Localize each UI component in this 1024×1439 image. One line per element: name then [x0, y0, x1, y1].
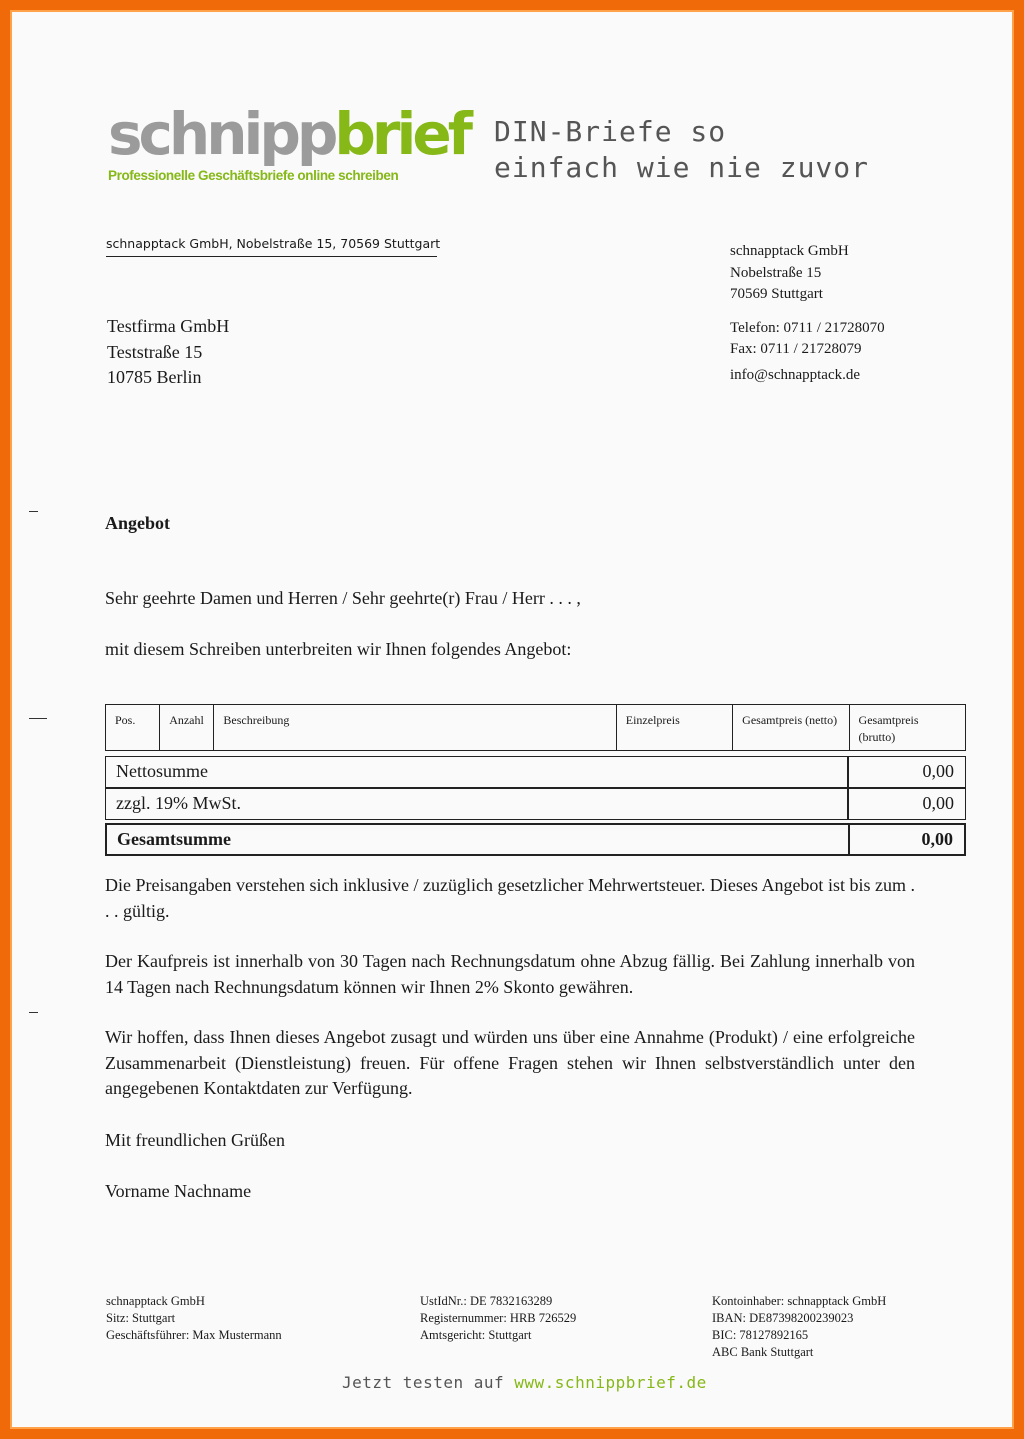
footer-vat-id: UstIdNr.: DE 7832163289 — [420, 1294, 553, 1308]
col-header-description: Beschreibung — [214, 705, 616, 751]
price-note: Die Preisangaben verstehen sich inklusive / zuzüglich gesetzlicher Mehrwertsteuer. Dieses Angebot ist bis zum . . . gültig. — [105, 875, 915, 921]
footer-ceo: Geschäftsführer: Max Mustermann — [106, 1328, 282, 1342]
fold-mark-top — [29, 511, 38, 512]
punch-mark — [29, 718, 47, 719]
intro-text: mit diesem Schreiben unterbreiten wir Ihnen folgendes Angebot: — [105, 639, 572, 659]
call-to-action — [342, 1373, 707, 1392]
vat-label: zzgl. 19% MwSt. — [116, 793, 241, 813]
vat-row — [105, 788, 966, 820]
recipient-address — [107, 314, 229, 391]
logo-tagline: Professionelle Geschäftsbriefe online schreiben — [108, 168, 399, 183]
net-sum-row — [105, 756, 966, 788]
col-header-pos: Pos. — [106, 705, 160, 751]
cta-link[interactable]: www.schnippbrief.de — [514, 1373, 707, 1392]
total-label: Gesamtsumme — [117, 829, 231, 849]
footer-seat: Sitz: Stuttgart — [106, 1311, 176, 1325]
col-header-total-gross: Gesamtpreis (brutto) — [849, 705, 965, 751]
col-header-unit-price: Einzelpreis — [616, 705, 732, 751]
signature-name: Vorname Nachname — [105, 1181, 252, 1201]
footer-bic: BIC: 78127892165 — [712, 1328, 809, 1342]
payment-terms: Der Kaufpreis ist innerhalb von 30 Tagen nach Rechnungsdatum ohne Abzug fällig. Bei Zahlung innerhalb von 14 Tagen nach Rechnungsdatum können wir Ihnen 2% Skonto gewähren. — [105, 951, 915, 997]
col-header-total-net: Gesamtpreis (netto) — [733, 705, 849, 751]
total-value: 0,00 — [921, 829, 953, 849]
contact-city: 70569 Stuttgart — [730, 286, 823, 302]
sender-contact-block — [730, 241, 885, 386]
footer-account-holder: Kontoinhaber: schnapptack GmbH — [712, 1294, 887, 1308]
items-table — [105, 704, 966, 751]
contact-fax: Fax: 0711 / 21728079 — [730, 341, 862, 357]
closing-greeting: Mit freundlichen Grüßen — [105, 1130, 285, 1150]
footer-registry — [420, 1293, 576, 1344]
table-header-row — [106, 705, 966, 751]
col-header-quantity: Anzahl — [160, 705, 214, 751]
footer-court: Amtsgericht: Stuttgart — [420, 1328, 532, 1342]
footer-bank — [712, 1293, 886, 1361]
salutation: Sehr geehrte Damen und Herren / Sehr geehrte(r) Frau / Herr . . . , — [105, 588, 581, 608]
cta-text: Jetzt testen auf — [342, 1373, 515, 1392]
footer-register-number: Registernummer: HRB 726529 — [420, 1311, 577, 1325]
footer-bank-name: ABC Bank Stuttgart — [712, 1345, 814, 1359]
footer-iban: IBAN: DE87398200239023 — [712, 1311, 854, 1325]
letter-page — [12, 12, 1012, 1427]
logo — [108, 102, 469, 183]
sender-return-address: schnapptack GmbH, Nobelstraße 15, 70569 Stuttgart — [106, 236, 437, 257]
vat-value: 0,00 — [922, 793, 954, 813]
net-sum-label: Nettosumme — [116, 761, 208, 781]
recipient-city: 10785 Berlin — [107, 367, 202, 387]
logo-word-green: brief — [334, 100, 469, 168]
recipient-street: Teststraße 15 — [107, 341, 203, 362]
closing-paragraph: Wir hoffen, dass Ihnen dieses Angebot zusagt und würden uns über eine Annahme (Produkt) / eine erfolgreiche Zusammenarbeit (Dienstleistung) freuen. Für offene Fragen stehen wir Ihnen selbstverständlich unter den angegebenen Kontaktdaten zur Verfügung. — [105, 1027, 915, 1098]
slogan-line-2: einfach wie nie zuvor — [494, 151, 870, 184]
footer-company-name: schnapptack GmbH — [106, 1294, 205, 1308]
logo-word-gray: schnipp — [108, 100, 335, 168]
footer-company — [106, 1293, 282, 1344]
fold-mark-bottom — [29, 1012, 38, 1013]
contact-email[interactable]: info@schnapptack.de — [730, 366, 861, 383]
recipient-company: Testfirma GmbH — [107, 316, 230, 336]
slogan-line-1: DIN-Briefe so — [494, 115, 727, 148]
contact-phone: Telefon: 0711 / 21728070 — [730, 319, 885, 336]
subject-line: Angebot — [105, 513, 171, 533]
contact-company: schnapptack GmbH — [730, 243, 849, 259]
logo-wordmark — [108, 102, 469, 166]
net-sum-value: 0,00 — [922, 761, 954, 781]
total-row — [105, 823, 966, 856]
contact-street: Nobelstraße 15 — [730, 264, 822, 281]
slogan — [494, 114, 869, 186]
